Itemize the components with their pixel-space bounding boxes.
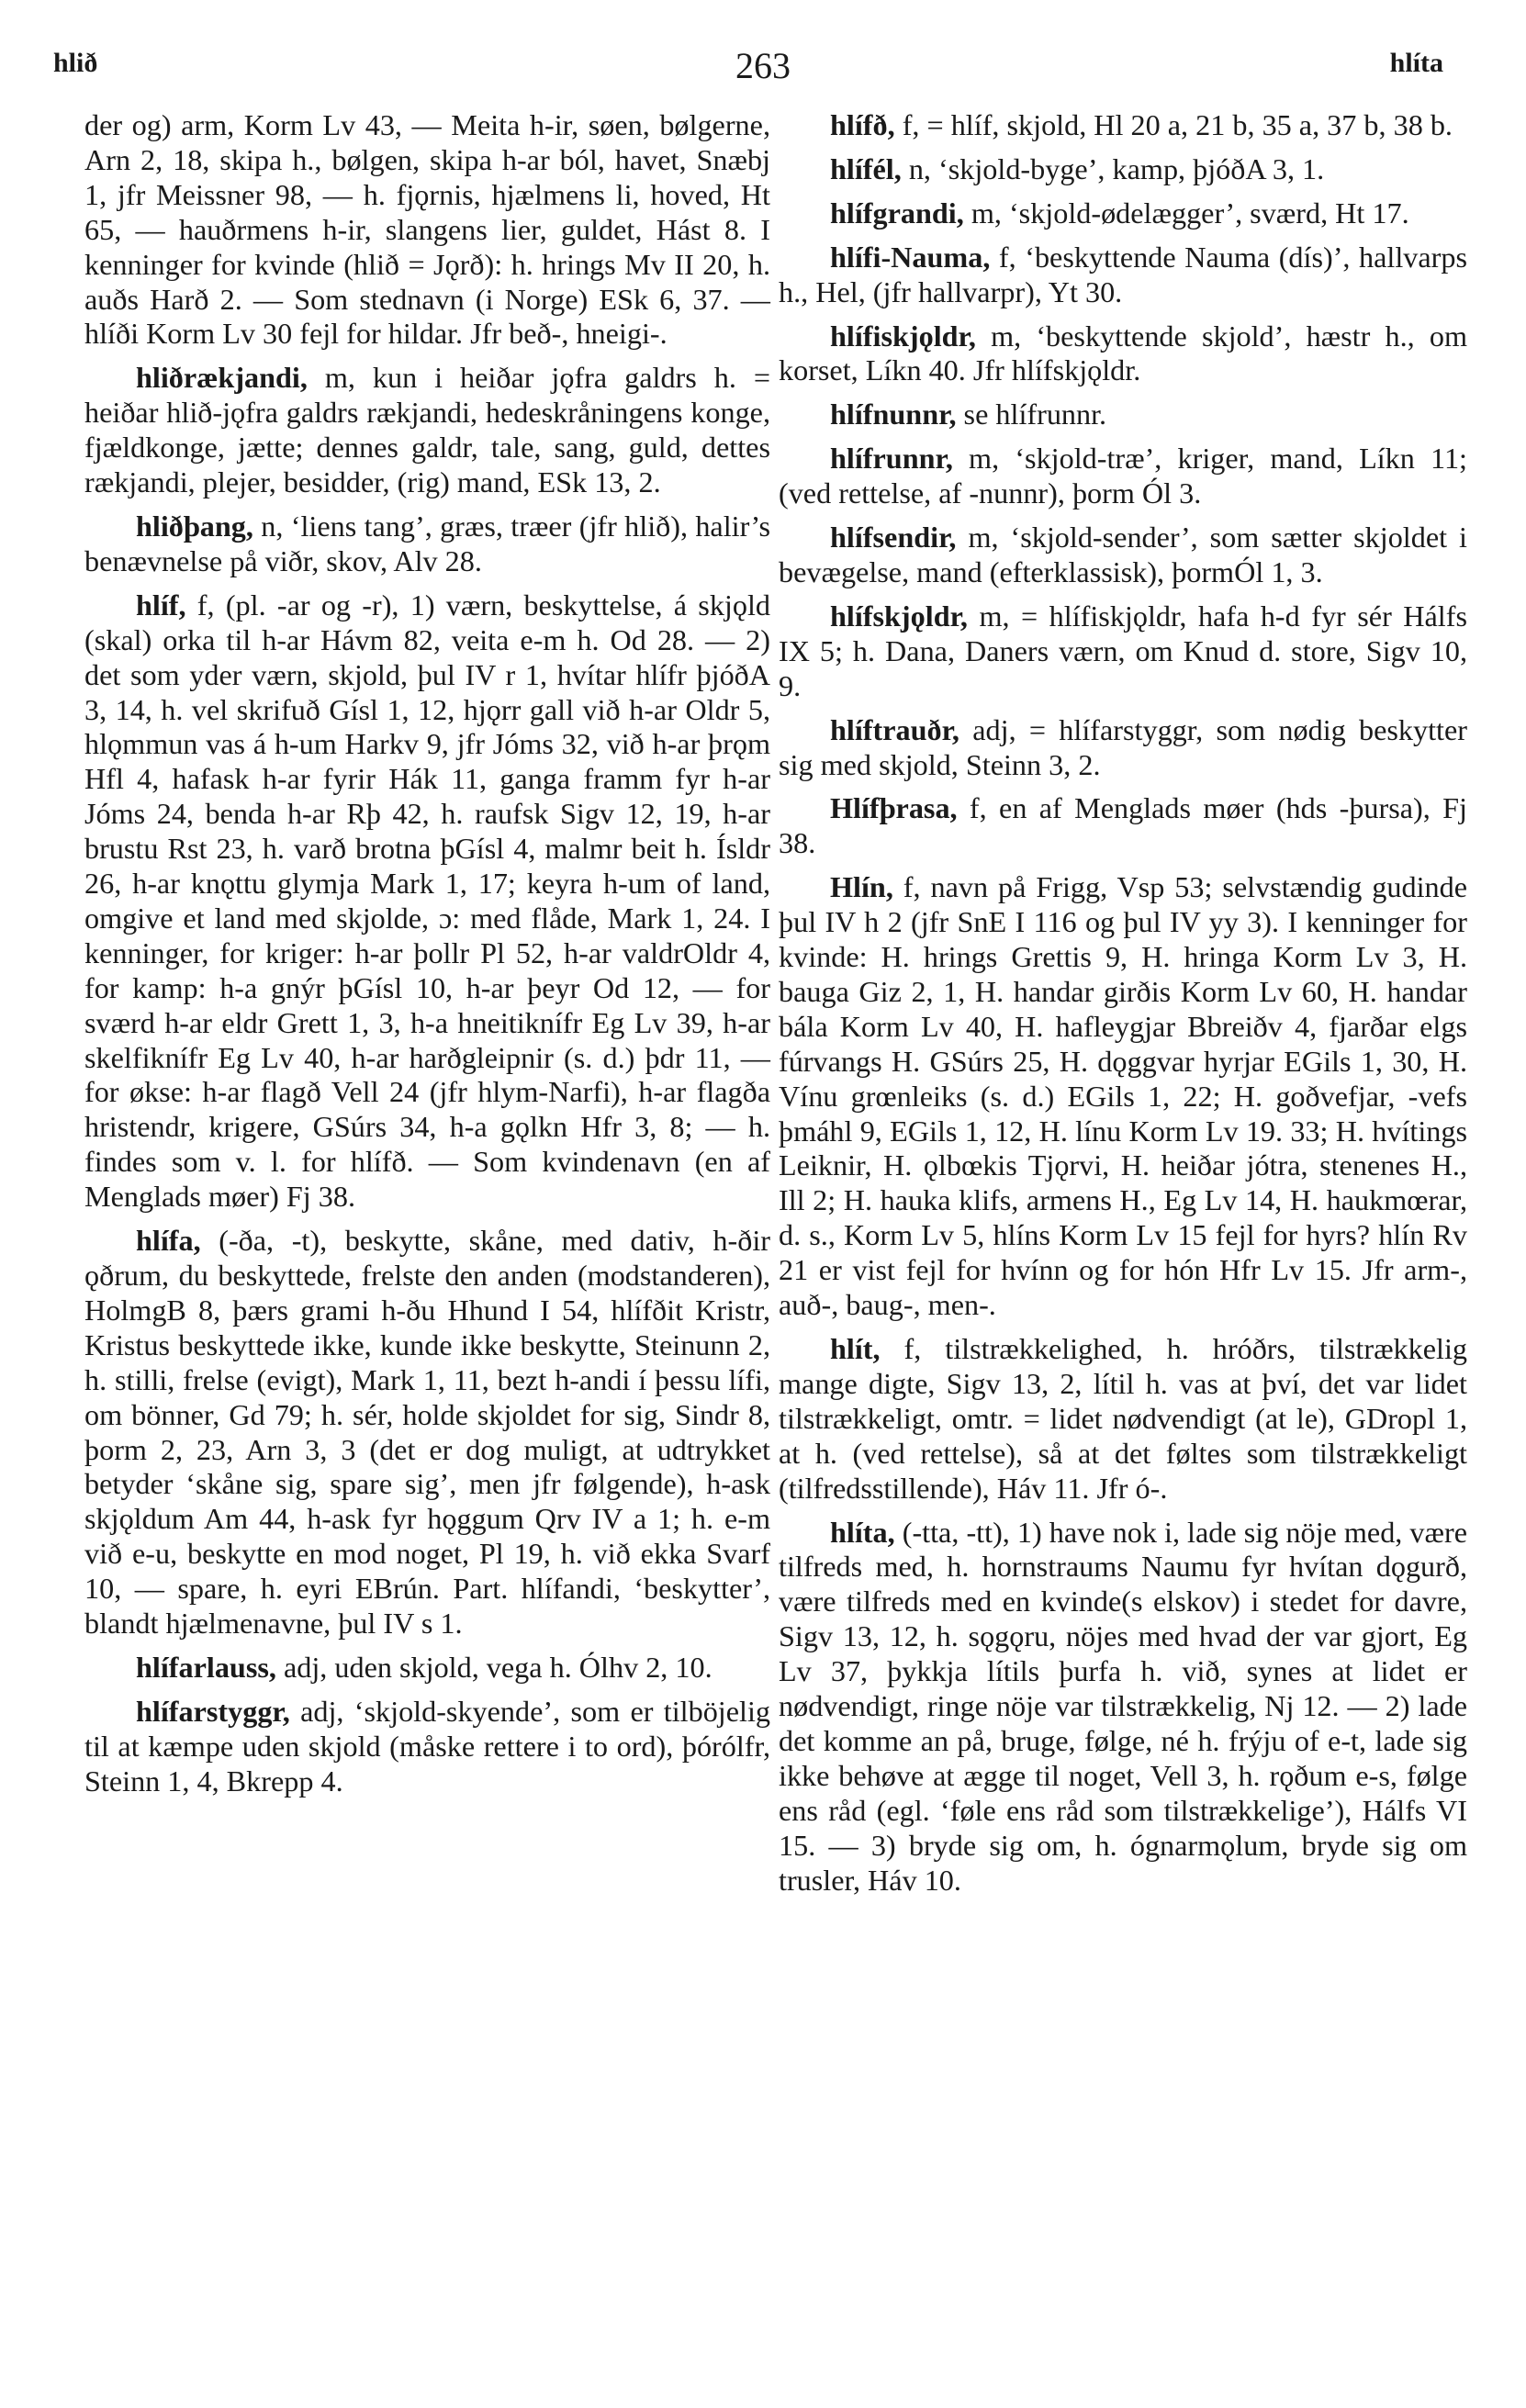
- dictionary-entry: [84, 108, 770, 352]
- dictionary-entry: [779, 1332, 1467, 1506]
- dictionary-entry: [779, 713, 1467, 783]
- entry-text: m, kun i heiðar jǫfra galdrs h. = heiðar hlið-jǫfra galdrs rækjandi, hedeskråningens konge, fjældkonge, jætte; dennes galdr, tale, sang, guld, dettes rækjandi, plejer, besidder, (rig) mand, ESk 13, 2.: [84, 361, 770, 499]
- entry-text: f, navn på Frigg, Vsp 53; selvstændig gudinde þul IV h 2 (jfr SnE I 116 og þul IV yy 3). I kenninger for kvinde: H. hrings Grettis 9, H. hringa Korm Lv 3, H. bauga Giz 2, 1, H. handar girðis Korm Lv 60, H. handar bála Korm Lv 40, H. hafleygjar Bbreiðv 4, fjarðar elgs fúrvangs H. GSúrs 25, H. dǫggvar hyrjar EGils 1, 30, H. Vínu grœnleiks (s. d.) EGils 1, 22; H. goðvefjar, -vefs þmáhl 9, EGils 1, 12, H. línu Korm Lv 19. 33; H. hvítings Leiknir, H. ǫlbœkis Tjǫrvi, H. heiðar jótra, stenenes H., Ill 2; H. hauka klifs, armens H., Eg Lv 14, H. haukmœrar, d. s., Korm Lv 5, hlíns Korm Lv 15 fejl for hyrs? hlín Rv 21 er vist fejl for hvínn og for hón Hfr Lv 15. Jfr arm-, auð-, baug-, men-.: [779, 870, 1467, 1322]
- entry-text: f, tilstrækkelighed, h. hróðrs, tilstrækkelig mange digte, Sigv 13, 2, lítil h. vas at því, det var lidet tilstrækkeligt, omtr. = lidet nødvendigt (at le), GDropl 1, at h. (ved rettelse), så at det føltes som tilstrækkeligt (tilfredsstillende), Háv 11. Jfr ó-.: [779, 1332, 1467, 1505]
- entry-text: der og) arm, Korm Lv 43, — Meita h-ir, søen, bølgerne, Arn 2, 18, skipa h., bølgen, skipa h-ar ból, havet, Snæbj 1, jfr Meissner 98, — h. fjǫrnis, hjælmens li, hoved, Ht 65, — hauðrmens h-ir, slangens lier, guldet, Hást 8. I kenninger for kvinde (hlið = Jǫrð): h. hrings Mv II 20, h. auðs Harð 2. — Som stednavn (i Norge) ESk 6, 37. — hlíði Korm Lv 30 fejl for hildar. Jfr beð-, hneigi-.: [84, 108, 770, 351]
- entry-text: m, ‘skjold-sender’, som sætter skjoldet i bevægelse, mand (efterklassisk), þormÓl 1, 3.: [779, 521, 1467, 588]
- headword: hlífiskjǫldr,: [830, 319, 976, 353]
- headword: hlífskjǫldr,: [830, 599, 968, 633]
- headword: Hlín,: [830, 870, 893, 904]
- headword: hlífsendir,: [830, 521, 957, 554]
- entry-text: n, ‘liens tang’, græs, træer (jfr hlið), halir’s benævnelse på viðr, skov, Alv 28.: [84, 509, 770, 577]
- headword: hliðþang,: [136, 509, 253, 543]
- entry-text: adj, = hlífarstyggr, som nødig beskytter sig med skjold, Steinn 3, 2.: [779, 712, 1467, 781]
- headword: hlífél,: [830, 151, 902, 185]
- dictionary-entry: [84, 1695, 770, 1799]
- entry-text: f, ‘beskyttende Nauma (dís)’, hallvarps h., Hel, (jfr hallvarpr), Yt 30.: [779, 240, 1467, 308]
- headword: hlífi-Nauma,: [830, 240, 991, 274]
- dictionary-entry: [779, 241, 1467, 310]
- dictionary-entry: [84, 510, 770, 579]
- dictionary-entry: [779, 870, 1467, 1323]
- dictionary-entry: [84, 361, 770, 500]
- left-column: [84, 108, 770, 1809]
- headword: hlífrunnr,: [830, 442, 953, 476]
- entry-text: se hlífrunnr.: [956, 398, 1107, 431]
- headword: hlífgrandi,: [830, 196, 964, 230]
- dictionary-entry: [779, 152, 1467, 187]
- entry-text: adj, uden skjold, vega h. Ólhv 2, 10.: [275, 1650, 713, 1684]
- entry-text: (-ða, -t), beskytte, skåne, med dativ, h-ðir ǫðrum, du beskyttede, frelste den anden (modstanderen), HolmgB 8, þærs grami h-ðu Hhund I 54, hlífðit Kristr, Kristus beskyttede ikke, kunde ikke beskytte, Steinunn 2, h. stilli, frelse (evigt), Mark 1, 11, bezt h-andi í þessu lífi, om bönner, Gd 79; h. sér, holde skjoldet for sig, Sindr 8, þorm 2, 23, Arn 3, 3 (det er dog muligt, at udtrykket betyder ‘skåne sig, spare sig’, men jfr følgende), h-ask skjǫldum Am 44, h-ask fyr hǫggum Qrv IV a 1; h. e-m við e-u, beskytte en mod noget, Pl 19, h. við ekka Svarf 10, — spare, h. eyri EBrún. Part. hlífandi, ‘beskytter’, blandt hjælmenavne, þul IV s 1.: [84, 1224, 770, 1641]
- headword: hlífa,: [136, 1224, 201, 1258]
- entry-text: f, en af Menglads møer (hds -þursa), Fj 38.: [779, 791, 1467, 860]
- dictionary-entry: [779, 108, 1467, 143]
- running-head-left: hlið: [53, 48, 98, 78]
- headword: hlífarlauss,: [136, 1650, 276, 1684]
- entry-text: m, ‘skjold-ødelægger’, sværd, Ht 17.: [963, 196, 1409, 230]
- running-head-right: hlíta: [1389, 48, 1443, 78]
- entry-text: f, (pl. -ar og -r), 1) værn, beskyttelse, á skjǫld (skal) orka til h-ar Hávm 82, veita e-m h. Od 28. — 2) det som yder værn, skjold, þul IV r 1, hvítar hlífr þjóðA 3, 14, h. vel skrifuð Gísl 1, 12, hjǫrr gall við h-ar Oldr 5, hlǫmmun vas á h-um Harkv 9, jfr Jóms 32, við h-ar þrǫm Hfl 4, hafask h-ar fyrir Hák 11, ganga framm fyr h-ar Jóms 24, benda h-ar Rþ 42, h. raufsk Sigv 12, 19, h-ar brustu Rst 23, h. varð brotna þGísl 4, malmr beit h. Ísldr 26, h-ar knǫttu glymja Mark 1, 17; keyra h-um of land, omgive et land med skjolde, ɔ: med flåde, Mark 1, 24. I kenninger, for kriger: h-ar þollr Pl 52, h-ar valdrOldr 4, for kamp: h-a gnýr þGísl 10, h-ar þeyr Od 12, — for sværd h-ar eldr Grett 1, 3, h-a hneitiknífr Eg Lv 39, h-ar skelfiknífr Eg Lv 40, h-ar harðgleipnir (s. d.) þdr 11, — for økse: h-ar flagð Vell 24 (jfr hlym-Narfi), h-ar flagða hristendr, krigere, GSúrs 34, h-a gǫlkn Hfr 3, 8; — h. findes som v. l. for hlífð. — Som kvindenavn (en af Menglads møer) Fj 38.: [84, 588, 770, 1214]
- entry-text: n, ‘skjold-byge’, kamp, þjóðA 3, 1.: [901, 151, 1325, 185]
- dictionary-entry: [779, 791, 1467, 861]
- headword: hliðrækjandi,: [136, 361, 308, 395]
- right-column: [779, 108, 1467, 1908]
- entry-text: adj, ‘skjold-skyende’, som er tilböjelig til at kæmpe uden skjold (måske rettere i to ord), þórólfr, Steinn 1, 4, Bkrepp 4.: [84, 1694, 770, 1798]
- dictionary-entry: [779, 319, 1467, 389]
- headword: Hlífþrasa,: [830, 791, 958, 825]
- headword: hlíf,: [136, 588, 186, 622]
- dictionary-entry: [779, 196, 1467, 231]
- entry-text: m, ‘beskyttende skjold’, hæstr h., om korset, Líkn 40. Jfr hlífskjǫldr.: [779, 319, 1467, 387]
- headword: hlífð,: [830, 108, 895, 141]
- entry-text: (-tta, -tt), 1) have nok i, lade sig nöje med, være tilfreds med, h. hornstraums Naumu fyr hvítan dǫgurð, være tilfreds med en kvinde(s elskov) i stedet for davre, Sigv 13, 12, h. sǫgǫru, nöjes med hvad der var gjort, Eg Lv 37, þykkja lítils þurfa h. við, synes at lidet er nødvendigt, ringe nöje var tilstrækkelig, Nj 12. — 2) lade det komme an på, bruge, følge, né h. frýju of e-t, lade sig ikke behøve at ægge til noget, Vell 3, h. rǫðum e-s, følge ens råd (egl. ‘føle ens råd som tilstrækkelige’), Hálfs VI 15. — 3) bryde sig om, h. ógnarmǫlum, bryde sig om trusler, Háv 10.: [779, 1515, 1467, 1897]
- dictionary-entry: [779, 442, 1467, 511]
- dictionary-entry: [84, 588, 770, 1215]
- dictionary-entry: [779, 398, 1467, 432]
- headword: hlít,: [830, 1332, 881, 1365]
- dictionary-entry: [779, 1516, 1467, 1898]
- dictionary-entry: [84, 1224, 770, 1641]
- headword: hlífnunnr,: [830, 398, 957, 431]
- dictionary-entry: [779, 521, 1467, 590]
- entry-text: m, ‘skjold-træ’, kriger, mand, Líkn 11; (ved rettelse, af -nunnr), þorm Ól 3.: [779, 442, 1467, 510]
- dictionary-entry: [779, 599, 1467, 704]
- headword: hlífarstyggr,: [136, 1694, 290, 1728]
- page-number: 263: [735, 45, 791, 86]
- headword: hlíta,: [830, 1515, 895, 1549]
- dictionary-entry: [84, 1651, 770, 1686]
- headword: hlíftrauðr,: [830, 712, 959, 746]
- entry-text: m, = hlífiskjǫldr, hafa h-d fyr sér Hálfs IX 5; h. Dana, Daners værn, om Knud d. store, Sigv 10, 9.: [779, 599, 1467, 702]
- entry-text: f, = hlíf, skjold, Hl 20 a, 21 b, 35 a, 37 b, 38 b.: [894, 108, 1453, 141]
